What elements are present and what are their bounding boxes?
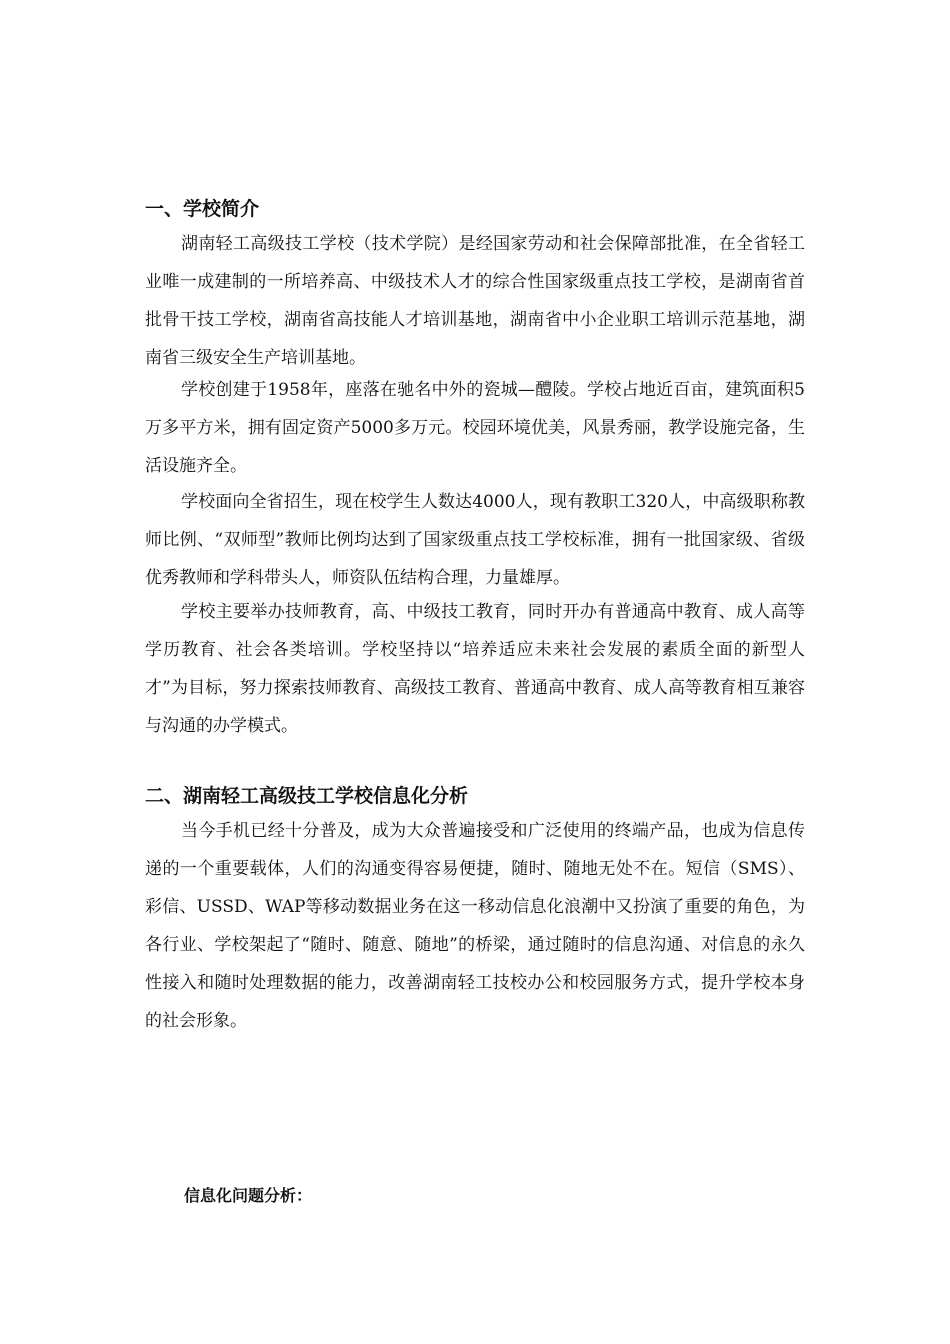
section-1-paragraph-4: 学校主要举办技师教育，高、中级技工教育，同时开办有普通高中教育、成人高等学历教育、社会各类培训。学校坚持以“培养适应未来社会发展的素质全面的新型人才”为目标，努力探索技师教育、高级技工教育、普通高中教育、成人高等教育相互兼容与沟通的办学模式。	[145, 602, 805, 736]
section-1-paragraph-3: 学校面向全省招生，现在校学生人数达4000人，现有教职工320人，中高级职称教师比例、“双师型”教师比例均达到了国家级重点技工学校标准，拥有一批国家级、省级优秀教师和学科带头人，师资队伍结构合理，力量雄厚。	[145, 492, 805, 588]
section-2-heading: 二、湖南轻工高级技工学校信息化分析	[145, 785, 469, 807]
section-1-paragraph-2: 学校创建于1958年，座落在驰名中外的瓷城—醴陵。学校占地近百亩，建筑面积5万多平方米，拥有固定资产5000多万元。校园环境优美，风景秀丽，教学设施完备，生活设施齐全。	[145, 380, 805, 476]
section-1-paragraph-1: 湖南轻工高级技工学校（技术学院）是经国家劳动和社会保障部批准，在全省轻工业唯一成建制的一所培养高、中级技术人才的综合性国家级重点技工学校，是湖南省首批骨干技工学校，湖南省高技能人才培训基地，湖南省中小企业职工培训示范基地，湖南省三级安全生产培训基地。	[145, 234, 805, 368]
section-2-paragraph-1: 当今手机已经十分普及，成为大众普遍接受和广泛使用的终端产品，也成为信息传递的一个重要载体，人们的沟通变得容易便捷，随时、随地无处不在。短信（SMS）、彩信、USSD、WAP等移动数据业务在这一移动信息化浪潮中又扮演了重要的角色，为各行业、学校架起了“随时、随意、随地”的桥梁，通过随时的信息沟通、对信息的永久性接入和随时处理数据的能力，改善湖南轻工技校办公和校园服务方式，提升学校本身的社会形象。	[145, 821, 805, 1031]
section-2-subheading: 信息化问题分析：	[184, 1186, 313, 1205]
section-1-heading: 一、学校简介	[145, 198, 260, 220]
